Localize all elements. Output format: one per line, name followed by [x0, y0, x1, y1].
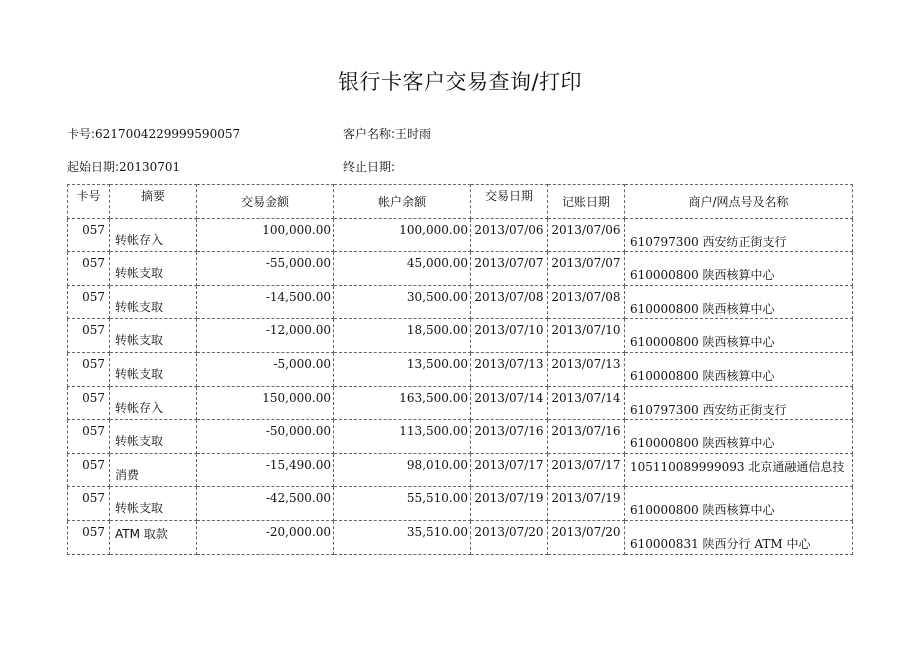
cell-summary: 转帐支取: [110, 319, 197, 353]
cell-merchant: 610000831 陕西分行 ATM 中心: [625, 520, 853, 554]
cell-card: 057: [68, 285, 110, 319]
cell-txn-date: 2013/07/10: [471, 319, 548, 353]
col-merchant-header: 商户/网点号及名称: [625, 185, 853, 219]
cell-balance: 100,000.00: [334, 218, 471, 252]
card-number-field: [67, 125, 240, 142]
cell-txn-date: 2013/07/17: [471, 453, 548, 487]
cell-txn-date: 2013/07/14: [471, 386, 548, 420]
end-date-field: [343, 158, 395, 175]
start-date-field: [67, 158, 180, 175]
customer-name-field: [343, 125, 431, 142]
cell-balance: 13,500.00: [334, 352, 471, 386]
cell-amount: -5,000.00: [197, 352, 334, 386]
cell-txn-date: 2013/07/20: [471, 520, 548, 554]
transaction-table: [67, 184, 853, 555]
cell-post-date: 2013/07/19: [548, 487, 625, 521]
cell-card: 057: [68, 352, 110, 386]
table-header-row: [68, 185, 853, 219]
cell-txn-date: 2013/07/06: [471, 218, 548, 252]
cell-txn-date: 2013/07/19: [471, 487, 548, 521]
cell-summary: 转帐支取: [110, 487, 197, 521]
cell-balance: 55,510.00: [334, 487, 471, 521]
col-amount-header: 交易金额: [197, 185, 334, 219]
cell-merchant: 610000800 陕西核算中心: [625, 252, 853, 286]
cell-merchant: 105110089999093 北京通融通信息技: [625, 453, 853, 487]
cell-card: 057: [68, 386, 110, 420]
cell-post-date: 2013/07/20: [548, 520, 625, 554]
cell-balance: 113,500.00: [334, 420, 471, 454]
cell-card: 057: [68, 319, 110, 353]
cell-card: 057: [68, 252, 110, 286]
page-title: 银行卡客户交易查询/打印: [337, 70, 583, 94]
start-date-value: 20130701: [119, 160, 181, 174]
start-date-label: 起始日期:: [67, 160, 120, 174]
card-number-label: 卡号:: [67, 127, 96, 141]
cell-post-date: 2013/07/08: [548, 285, 625, 319]
table-row: [68, 520, 853, 554]
end-date-label: 终止日期:: [343, 160, 396, 174]
col-txn-date-header: 交易日期: [471, 185, 548, 219]
card-number-value: 6217004229999590057: [95, 127, 241, 141]
cell-summary: 消费: [110, 453, 197, 487]
cell-merchant: 610000800 陕西核算中心: [625, 319, 853, 353]
table-row: [68, 487, 853, 521]
cell-summary: 转帐支取: [110, 420, 197, 454]
cell-balance: 163,500.00: [334, 386, 471, 420]
cell-card: 057: [68, 453, 110, 487]
cell-merchant: 610797300 西安纺正街支行: [625, 386, 853, 420]
customer-name-value: 王时雨: [395, 127, 432, 141]
cell-summary: 转帐支取: [110, 352, 197, 386]
cell-balance: 98,010.00: [334, 453, 471, 487]
table-row: [68, 252, 853, 286]
table-row: [68, 420, 853, 454]
table-row: [68, 285, 853, 319]
cell-post-date: 2013/07/16: [548, 420, 625, 454]
cell-card: 057: [68, 218, 110, 252]
cell-post-date: 2013/07/06: [548, 218, 625, 252]
table-row: [68, 352, 853, 386]
cell-summary: 转帐支取: [110, 285, 197, 319]
cell-card: 057: [68, 520, 110, 554]
table-row: [68, 453, 853, 487]
col-balance-header: 帐户余额: [334, 185, 471, 219]
cell-summary: 转帐支取: [110, 252, 197, 286]
cell-txn-date: 2013/07/07: [471, 252, 548, 286]
table-row: [68, 218, 853, 252]
cell-post-date: 2013/07/10: [548, 319, 625, 353]
cell-merchant: 610000800 陕西核算中心: [625, 487, 853, 521]
cell-post-date: 2013/07/17: [548, 453, 625, 487]
cell-balance: 35,510.00: [334, 520, 471, 554]
cell-card: 057: [68, 487, 110, 521]
cell-balance: 45,000.00: [334, 252, 471, 286]
cell-amount: -50,000.00: [197, 420, 334, 454]
cell-amount: 150,000.00: [197, 386, 334, 420]
cell-summary: 转帐存入: [110, 386, 197, 420]
cell-merchant: 610000800 陕西核算中心: [625, 285, 853, 319]
cell-card: 057: [68, 420, 110, 454]
table-row: [68, 319, 853, 353]
cell-summary: 转帐存入: [110, 218, 197, 252]
cell-merchant: 610797300 西安纺正街支行: [625, 218, 853, 252]
customer-name-label: 客户名称:: [343, 127, 396, 141]
cell-txn-date: 2013/07/08: [471, 285, 548, 319]
cell-amount: -14,500.00: [197, 285, 334, 319]
cell-amount: -15,490.00: [197, 453, 334, 487]
cell-balance: 30,500.00: [334, 285, 471, 319]
col-post-date-header: 记账日期: [548, 185, 625, 219]
cell-balance: 18,500.00: [334, 319, 471, 353]
cell-merchant: 610000800 陕西核算中心: [625, 352, 853, 386]
cell-summary: ATM 取款: [110, 520, 197, 554]
cell-amount: -55,000.00: [197, 252, 334, 286]
cell-post-date: 2013/07/14: [548, 386, 625, 420]
cell-amount: -12,000.00: [197, 319, 334, 353]
col-card-header: 卡号: [68, 185, 110, 219]
cell-amount: 100,000.00: [197, 218, 334, 252]
col-summary-header: 摘要: [110, 185, 197, 219]
cell-merchant: 610000800 陕西核算中心: [625, 420, 853, 454]
cell-post-date: 2013/07/07: [548, 252, 625, 286]
cell-post-date: 2013/07/13: [548, 352, 625, 386]
table-row: [68, 386, 853, 420]
cell-amount: -20,000.00: [197, 520, 334, 554]
cell-txn-date: 2013/07/16: [471, 420, 548, 454]
cell-txn-date: 2013/07/13: [471, 352, 548, 386]
cell-amount: -42,500.00: [197, 487, 334, 521]
